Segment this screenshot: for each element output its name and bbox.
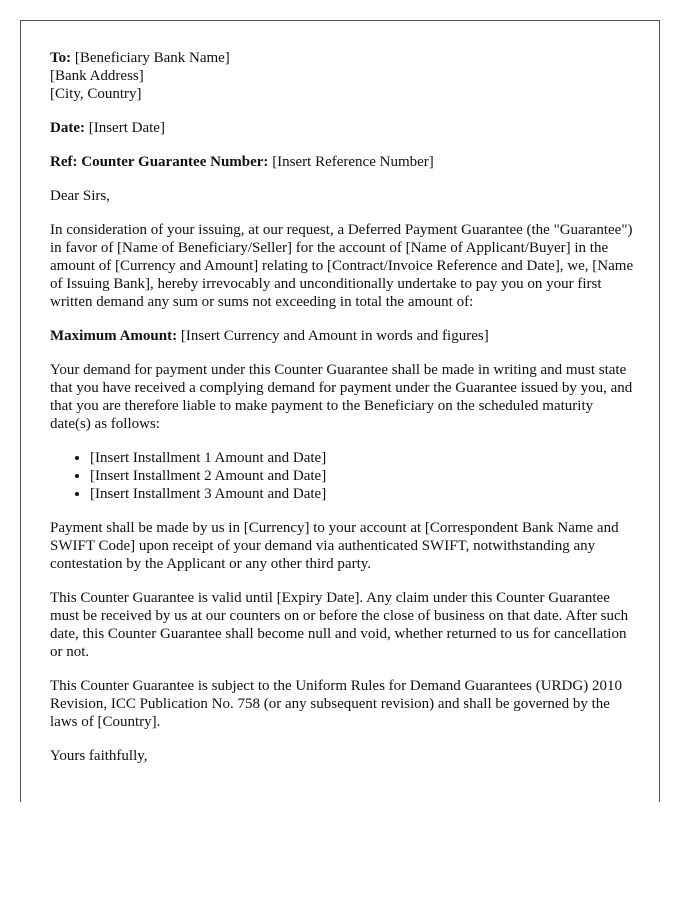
- date-line: [50, 119, 634, 137]
- list-item: • [Insert Installment 2 Amount and Date]: [90, 467, 634, 485]
- to-label: To:: [50, 50, 72, 66]
- letter-content: [50, 49, 634, 781]
- recipient-address: [Bank Address]: [50, 68, 144, 84]
- list-item: • [Insert Installment 3 Amount and Date]: [90, 485, 634, 503]
- salutation: Dear Sirs,: [50, 188, 110, 204]
- date-value: [Insert Date]: [88, 120, 165, 136]
- letter-page: [20, 20, 660, 802]
- maximum-amount-line: [50, 327, 634, 345]
- reference-line: [50, 153, 634, 171]
- recipient-block: [50, 49, 634, 103]
- recipient-city-country: [City, Country]: [50, 86, 142, 102]
- recipient-line: [50, 49, 634, 67]
- installment-list: [50, 449, 634, 503]
- list-item: • [Insert Installment 1 Amount and Date]: [90, 449, 634, 467]
- maximum-amount-value: [Insert Currency and Amount in words and figures]: [180, 328, 489, 344]
- date-label: Date:: [50, 120, 85, 136]
- paragraph-consideration: In consideration of your issuing, at our request, a Deferred Payment Guarantee (the "Guarantee") in favor of [Name of Beneficiary/Seller] for the account of [Name of Applicant/Buyer] in the amount of [Currency and Amount] relating to [Contract/Invoice Reference and Date], we, [Name of Issuing Bank], hereby irrevocably and unconditionally undertake to pay you on your first written demand any sum or sums not exceeding in total the amount of:: [50, 222, 634, 310]
- paragraph-demand: Your demand for payment under this Counter Guarantee shall be made in writing and must state that you have received a complying demand for payment under the Guarantee issued by you, and that you are therefore liable to make payment to the Beneficiary on the scheduled maturity date(s) as follows:: [50, 362, 633, 432]
- paragraph-payment: Payment shall be made by us in [Currency] to your account at [Correspondent Bank Name and SWIFT Code] upon receipt of your demand via authenticated SWIFT, notwithstanding any contestation by the Applicant or any other third party.: [50, 520, 619, 572]
- paragraph-governing-rules: This Counter Guarantee is subject to the Uniform Rules for Demand Guarantees (URDG) 2010 Revision, ICC Publication No. 758 (or any subsequent revision) and shall be governed by the laws of [Country].: [50, 678, 622, 730]
- recipient-bank-name: [Beneficiary Bank Name]: [74, 50, 230, 66]
- closing: Yours faithfully,: [50, 748, 148, 764]
- maximum-amount-label: Maximum Amount:: [50, 328, 178, 344]
- paragraph-validity: This Counter Guarantee is valid until [Expiry Date]. Any claim under this Counter Guarantee must be received by us at our counters on or before the close of business on that date. After such date, this Counter Guarantee shall become null and void, whether returned to us for cancellation or not.: [50, 590, 629, 660]
- reference-label: Ref: Counter Guarantee Number:: [50, 154, 269, 170]
- reference-value: [Insert Reference Number]: [272, 154, 434, 170]
